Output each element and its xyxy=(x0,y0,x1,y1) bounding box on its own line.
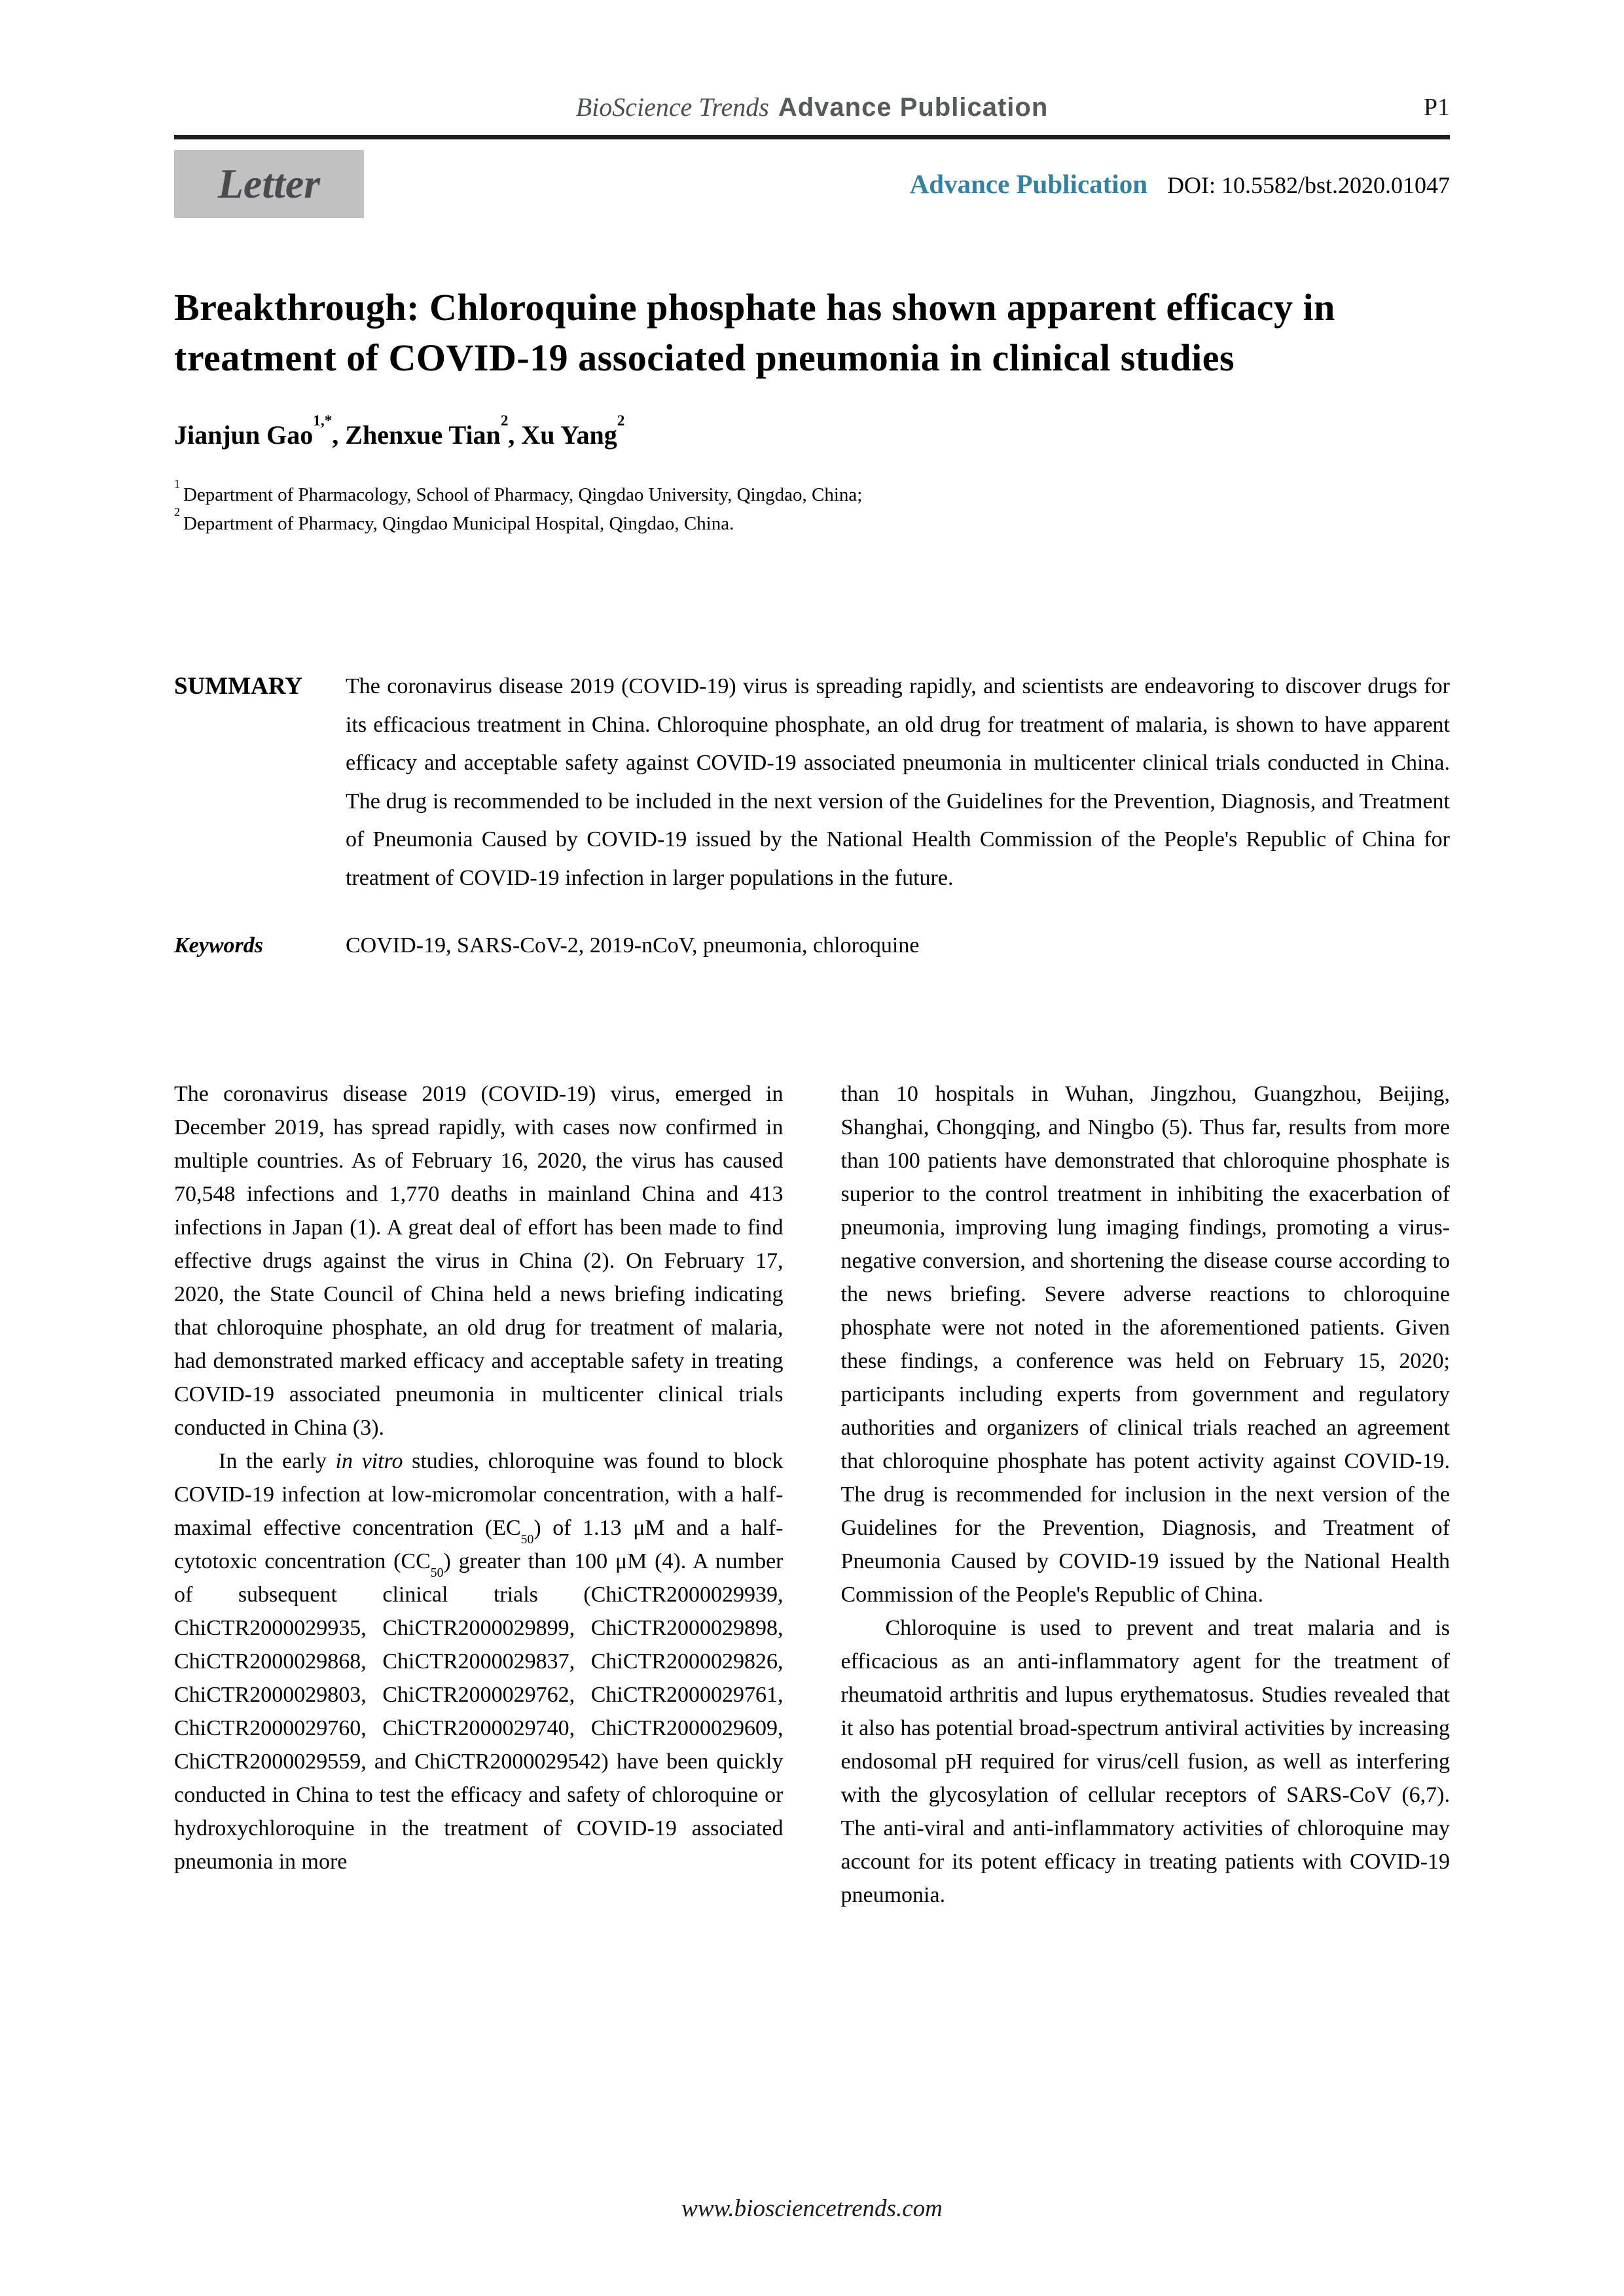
author-2-sup: 2 xyxy=(500,412,509,430)
author-2-sep: , xyxy=(508,420,522,450)
status-doi-group xyxy=(910,168,1450,200)
footer-url[interactable]: www.biosciencetrends.com xyxy=(681,2195,943,2222)
affiliation-1-sup: 1 xyxy=(174,476,180,490)
journal-title: BioScience Trends xyxy=(575,92,769,122)
author-1-name: Jianjun Gao xyxy=(174,420,314,450)
doi-text[interactable]: DOI: 10.5582/bst.2020.01047 xyxy=(1167,172,1450,198)
p2-seg1: studies, chloroquine was found to block COVID-19 infection at low-micromolar concentration, with a half-maximal effective concentration (EC xyxy=(174,1449,784,1541)
affiliation-line-2 xyxy=(174,505,1450,539)
left-column xyxy=(174,1077,784,1912)
author-3-sup: 2 xyxy=(617,412,625,430)
paragraph-intro: The coronavirus disease 2019 (COVID-19) virus, emerged in December 2019, has spread rapidly, with cases now confirmed in multiple countries. As of February 16, 2020, the virus has caused 70,548 infections and 1,770 deaths in mainland China and 413 infections in Japan (1). A great deal of effort has been made to find effective drugs against the virus in China (2). On February 17, 2020, the State Council of China held a news briefing indicating that chloroquine phosphate, an old drug for treatment of malaria, had demonstrated marked efficacy and acceptable safety in treating COVID-19 associated pneumonia in multicenter clinical trials conducted in China (3). xyxy=(174,1082,784,1441)
paragraph-trials-continued: than 10 hospitals in Wuhan, Jingzhou, Guangzhou, Beijing, Shanghai, Chongqing, and Ningbo (5). Thus far, results from more than 100 patients have demonstrated that chloroquine phosphate is superior to the control treatment in inhibiting the exacerbation of pneumonia, improving lung imaging findings, promoting a virus-negative conversion, and shortening the disease course according to the news briefing. Severe adverse reactions to chloroquine phosphate were not noted in the aforementioned patients. Given these findings, a conference was held on February 15, 2020; participants including experts from government and regulatory authorities and organizers of clinical trials reached an agreement that chloroquine phosphate has potent activity against COVID-19. The drug is recommended for inclusion in the next version of the Guidelines for the Prevention, Diagnosis, and Treatment of Pneumonia Caused by COVID-19 issued by the National Health Commission of the People's Republic of China. xyxy=(840,1082,1450,1607)
page-number: P1 xyxy=(1423,94,1450,121)
author-2 xyxy=(345,412,522,450)
summary-text: The coronavirus disease 2019 (COVID-19) virus is spreading rapidly, and scientists are endeavoring to discover drugs for its efficacious treatment in China. Chloroquine phosphate, an old drug for treatment of malaria, is shown to have apparent efficacy and acceptable safety against COVID-19 associated pneumonia in multicenter clinical trials conducted in China. The drug is recommended to be included in the next version of the Guidelines for the Prevention, Diagnosis, and Treatment of Pneumonia Caused by COVID-19 issued by the National Health Commission of the People's Republic of China for treatment of COVID-19 infection in larger populations in the future. xyxy=(346,674,1450,890)
keywords-section xyxy=(174,929,1450,962)
author-3-name: Xu Yang xyxy=(521,420,617,450)
article-type-label: Letter xyxy=(217,160,321,207)
p2-seg3: ) greater than 100 μM (4). A number of subsequent clinical trials (ChiCTR2000029939, ChiCTR2000029935, ChiCTR2000029899, ChiCTR2000029898, ChiCTR2000029868, ChiCTR2000029837, ChiCTR2000029826, ChiCTR2000029803, ChiCTR2000029762, ChiCTR2000029761, ChiCTR2000029760, ChiCTR2000029740, ChiCTR2000029609, ChiCTR2000029559, and ChiCTR2000029542) have been quickly conducted in China to test the efficacy and safety of chloroquine or hydroxychloroquine in the treatment of COVID-19 associated pneumonia in more xyxy=(174,1549,784,1874)
affiliation-1-text: Department of Pharmacology, School of Pharmacy, Qingdao University, Qingdao, China; xyxy=(183,484,863,506)
header-rule xyxy=(174,135,1450,139)
author-2-name: Zhenxue Tian xyxy=(345,420,501,450)
body-columns xyxy=(174,1077,1450,1912)
badge-row xyxy=(174,150,1450,218)
pub-status: Advance Publication xyxy=(909,169,1147,199)
keywords-text: COVID-19, SARS-CoV-2, 2019-nCoV, pneumonia, chloroquine xyxy=(346,933,920,958)
author-1-sep: , xyxy=(332,420,346,450)
p2-italic-in-vitro: in vitro xyxy=(335,1449,403,1474)
affiliations xyxy=(174,476,1450,538)
running-head-center xyxy=(174,90,1450,124)
affiliation-line-1 xyxy=(174,476,1450,510)
page-content xyxy=(174,0,1450,1912)
summary-section xyxy=(174,668,1450,897)
right-column xyxy=(841,1077,1451,1912)
author-1 xyxy=(174,412,346,450)
affiliation-2-text: Department of Pharmacy, Qingdao Municipal Hospital, Qingdao, China. xyxy=(183,512,734,534)
summary-label: SUMMARY xyxy=(174,673,303,700)
article-type-badge xyxy=(174,150,364,218)
running-head-publication: Advance Publication xyxy=(778,93,1049,122)
p2-cc50-sub: 50 xyxy=(430,1566,444,1581)
p2-ec50-sub: 50 xyxy=(520,1532,534,1547)
affiliation-2-sup: 2 xyxy=(174,505,180,519)
author-3 xyxy=(521,412,625,450)
p2-pre: In the early xyxy=(219,1449,336,1474)
paragraph-invitro-trials xyxy=(174,1444,784,1878)
keywords-label: Keywords xyxy=(174,933,263,958)
p2-seg2: ) of 1.13 μM and a half-cytotoxic concentration (CC xyxy=(174,1516,784,1574)
author-1-sup: 1,* xyxy=(313,412,333,430)
paragraph-chloroquine-uses: Chloroquine is used to prevent and treat malaria and is efficacious as an anti-inflammatory agent for the treatment of rheumatoid arthritis and lupus erythematosus. Studies revealed that it also has potential broad-spectrum antiviral activities by increasing endosomal pH required for virus/cell fusion, as well as interfering with the glycosylation of cellular receptors of SARS-CoV (6,7). The anti-viral and anti-inflammatory activities of chloroquine may account for its potent efficacy in treating patients with COVID-19 pneumonia. xyxy=(840,1616,1450,1908)
running-head xyxy=(174,0,1450,124)
authors-line xyxy=(174,412,1450,452)
article-title: Breakthrough: Chloroquine phosphate has shown apparent efficacy in treatment of COVID-19 associated pneumonia in clinical studies xyxy=(174,286,1335,380)
